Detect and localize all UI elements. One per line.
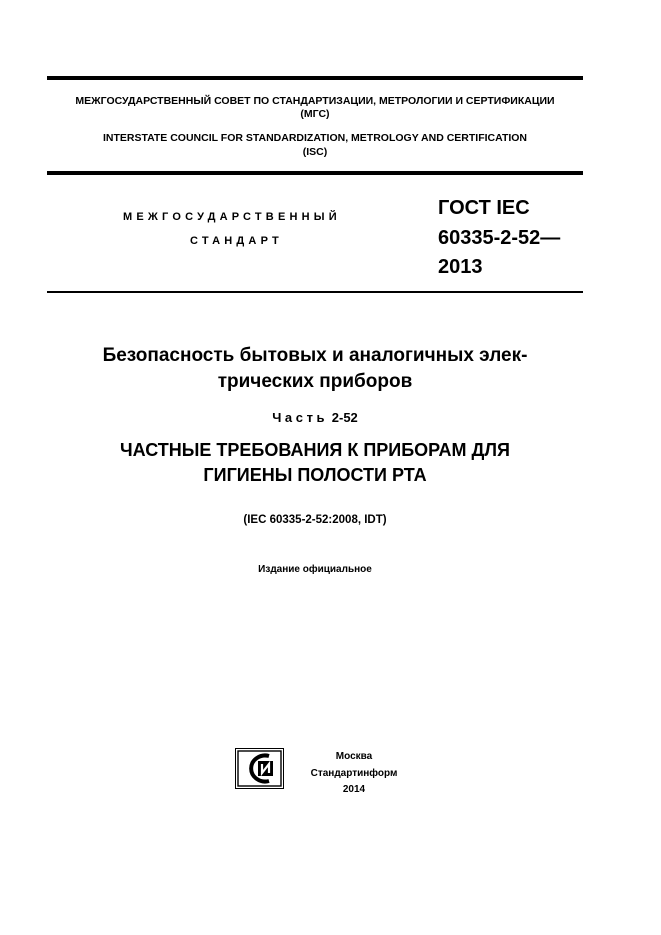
publisher-city: Москва [335, 751, 373, 762]
designation-line1: ГОСТ IEC [438, 197, 530, 219]
middle-rule [47, 171, 583, 175]
subtitle-line2: ГИГИЕНЫ ПОЛОСТИ РТА [203, 465, 427, 485]
part-label [47, 409, 583, 427]
publisher-name: Стандартинформ [310, 768, 398, 779]
edition: Издание официальное [258, 564, 372, 575]
part-word: Часть [272, 410, 329, 425]
council-abbr-en: (ISC) [302, 146, 328, 158]
publisher-year: 2014 [342, 784, 366, 795]
designation-line2: 60335-2-52— [438, 227, 561, 249]
council-name-en: INTERSTATE COUNCIL FOR STANDARDIZATION, METROLOGY AND CERTIFICATION [102, 132, 528, 144]
title-line2: трических приборов [217, 371, 413, 392]
council-name-ru: МЕЖГОСУДАРСТВЕННЫЙ СОВЕТ ПО СТАНДАРТИЗАЦИИ, МЕТРОЛОГИИ И СЕРТИФИКАЦИИ [75, 95, 555, 107]
council-abbr-ru: (МГС) [300, 108, 330, 120]
standard-type-line2: СТАНДАРТ [190, 235, 283, 247]
designation-line3: 2013 [438, 256, 483, 278]
reference: (IEC 60335-2-52:2008, IDT) [243, 514, 387, 526]
standartinform-logo-icon [235, 748, 284, 789]
top-rule [47, 76, 583, 80]
part-number: 2-52 [331, 410, 358, 425]
header-bottom-rule [47, 291, 583, 293]
title-line1: Безопасность бытовых и аналогичных элек- [102, 345, 528, 366]
standard-type-line1: МЕЖГОСУДАРСТВЕННЫЙ [123, 211, 341, 223]
subtitle-line1: ЧАСТНЫЕ ТРЕБОВАНИЯ К ПРИБОРАМ ДЛЯ [120, 440, 510, 460]
